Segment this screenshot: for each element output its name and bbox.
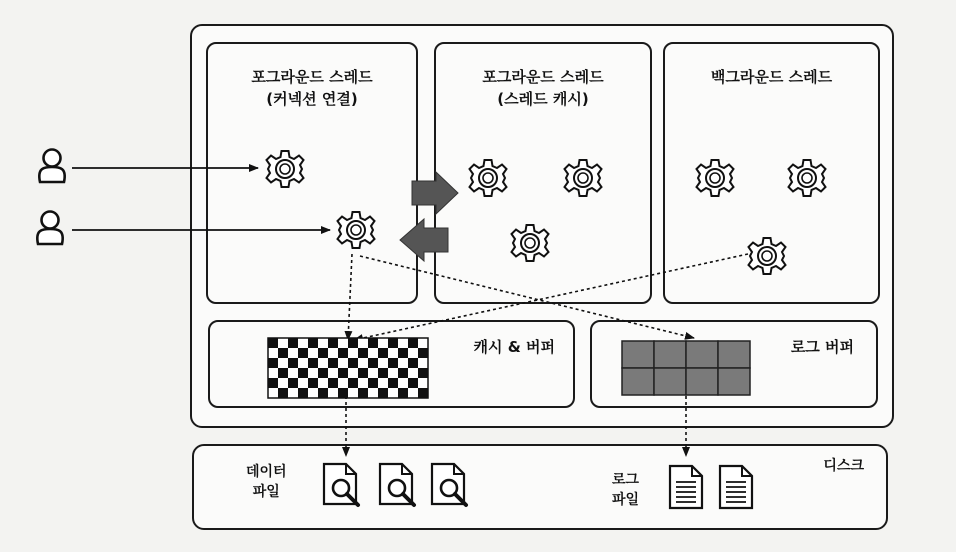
cache-buffer-grid xyxy=(268,338,428,398)
log-files-label: 로그 파일 xyxy=(612,472,640,508)
cache-buffer-cell xyxy=(368,378,378,388)
cache-buffer-cell xyxy=(338,378,348,388)
cache-buffer-cell xyxy=(398,388,408,398)
cache-buffer-cell xyxy=(408,368,418,378)
cache-buffer-cell xyxy=(418,388,428,398)
cache-buffer-cell xyxy=(358,368,368,378)
cache-buffer-cell xyxy=(278,368,288,378)
cache-buffer-cell xyxy=(348,378,358,388)
cache-buffer-cell xyxy=(358,348,368,358)
log-buffer-grid xyxy=(622,341,750,395)
cache-buffer-cell xyxy=(268,368,278,378)
cache-buffer-cell xyxy=(378,388,388,398)
cache-buffer-cell xyxy=(298,378,308,388)
cache-buffer-cell xyxy=(378,368,388,378)
cache-buffer-cell xyxy=(298,358,308,368)
cache-buffer-cell xyxy=(378,338,388,348)
cache-buffer-cell xyxy=(348,358,358,368)
cache-buffer-cell xyxy=(398,348,408,358)
gear-to-log-buffer-arrow xyxy=(360,256,694,338)
cache-buffer-cell xyxy=(308,368,318,378)
cache-buffer-cell xyxy=(338,338,348,348)
user-icon xyxy=(37,150,64,245)
cache-buffer-cell xyxy=(268,338,278,348)
foreground-cache-thread-title: 포그라운드 스레드 (스레드 캐시) xyxy=(482,68,604,108)
cache-buffer-cell xyxy=(268,378,278,388)
cache-buffer-cell xyxy=(278,378,288,388)
cache-buffer-cell xyxy=(328,388,338,398)
log-buffer-cell xyxy=(718,341,750,368)
cache-buffer-cell xyxy=(288,368,298,378)
log-buffer-cell xyxy=(686,368,718,395)
cache-buffer-cell xyxy=(288,348,298,358)
background-thread-title: 백그라운드 스레드 xyxy=(710,68,833,86)
cache-buffer-cell xyxy=(388,358,398,368)
cache-buffer-cell xyxy=(278,338,288,348)
cache-buffer-cell xyxy=(308,358,318,368)
cache-buffer-cell xyxy=(318,358,328,368)
log-buffer-label: 로그 버퍼 xyxy=(790,338,854,356)
disk-label: 디스크 xyxy=(823,458,864,474)
cache-buffer-cell xyxy=(288,338,298,348)
cache-buffer-cell xyxy=(338,368,348,378)
log-buffer-cell xyxy=(686,341,718,368)
cache-buffer-cell xyxy=(338,388,348,398)
cache-buffer-cell xyxy=(348,348,358,358)
log-buffer-cell xyxy=(622,368,654,395)
log-buffer-cell xyxy=(654,368,686,395)
cache-buffer-cell xyxy=(418,378,428,388)
cache-buffer-label: 캐시 & 버퍼 xyxy=(473,338,555,356)
cache-buffer-cell xyxy=(288,358,298,368)
cache-buffer-cell xyxy=(388,338,398,348)
cache-buffer-cell xyxy=(288,378,298,388)
cache-buffer-cell xyxy=(408,388,418,398)
background-gear-to-cache-buffer-arrow xyxy=(354,254,748,340)
cache-buffer-cell xyxy=(338,358,348,368)
cache-buffer-cell xyxy=(338,348,348,358)
foreground-connection-thread-title: 포그라운드 스레드 (커넥션 연결) xyxy=(251,68,373,108)
log-buffer-cell xyxy=(622,341,654,368)
cache-buffer-cell xyxy=(298,388,308,398)
cache-buffer-cell xyxy=(368,358,378,368)
arrow-left-icon xyxy=(400,219,448,261)
cache-buffer-cell xyxy=(318,348,328,358)
cache-buffer-cell xyxy=(348,368,358,378)
cache-buffer-cell xyxy=(388,368,398,378)
cache-buffer-cell xyxy=(328,378,338,388)
cache-buffer-cell xyxy=(358,388,368,398)
cache-buffer-cell xyxy=(368,348,378,358)
log-buffer-cell xyxy=(654,341,686,368)
cache-buffer-cell xyxy=(318,368,328,378)
cache-buffer-cell xyxy=(328,368,338,378)
cache-buffer-cell xyxy=(408,378,418,388)
cache-buffer-cell xyxy=(388,348,398,358)
data-file-icon xyxy=(324,464,466,505)
cache-buffer-cell xyxy=(398,378,408,388)
cache-buffer-cell xyxy=(368,368,378,378)
cache-buffer-cell xyxy=(418,368,428,378)
cache-buffer-cell xyxy=(308,348,318,358)
cache-buffer-cell xyxy=(408,348,418,358)
cache-buffer-cell xyxy=(298,368,308,378)
cache-buffer-cell xyxy=(388,378,398,388)
cache-buffer-cell xyxy=(298,338,308,348)
cache-buffer-cell xyxy=(408,358,418,368)
cache-buffer-cell xyxy=(348,338,358,348)
cache-buffer-cell xyxy=(288,388,298,398)
cache-buffer-cell xyxy=(418,338,428,348)
cache-buffer-cell xyxy=(358,358,368,368)
cache-buffer-cell xyxy=(408,338,418,348)
arrow-right-icon xyxy=(412,172,458,214)
cache-buffer-cell xyxy=(418,348,428,358)
cache-buffer-cell xyxy=(328,358,338,368)
cache-buffer-cell xyxy=(328,348,338,358)
cache-buffer-cell xyxy=(398,338,408,348)
log-file-icon xyxy=(670,466,752,508)
cache-buffer-cell xyxy=(278,358,288,368)
cache-buffer-cell xyxy=(388,388,398,398)
cache-buffer-cell xyxy=(278,388,288,398)
cache-buffer-cell xyxy=(358,378,368,388)
cache-buffer-cell xyxy=(378,348,388,358)
cache-buffer-cell xyxy=(378,378,388,388)
gear-to-cache-buffer-arrow xyxy=(348,254,352,340)
cache-buffer-cell xyxy=(398,368,408,378)
cache-buffer-cell xyxy=(418,358,428,368)
cache-buffer-cell xyxy=(318,388,328,398)
cache-buffer-cell xyxy=(268,388,278,398)
cache-buffer-cell xyxy=(398,358,408,368)
cache-buffer-cell xyxy=(268,348,278,358)
cache-buffer-cell xyxy=(348,388,358,398)
cache-buffer-cell xyxy=(318,338,328,348)
cache-buffer-cell xyxy=(298,348,308,358)
cache-buffer-cell xyxy=(328,338,338,348)
cache-buffer-cell xyxy=(278,348,288,358)
cache-buffer-cell xyxy=(318,378,328,388)
data-files-label: 데이터 파일 xyxy=(246,464,287,500)
cache-buffer-cell xyxy=(308,378,318,388)
log-buffer-cell xyxy=(718,368,750,395)
cache-buffer-cell xyxy=(268,358,278,368)
cache-buffer-cell xyxy=(368,388,378,398)
cache-buffer-cell xyxy=(308,338,318,348)
cache-buffer-cell xyxy=(368,338,378,348)
cache-buffer-cell xyxy=(358,338,368,348)
cache-buffer-cell xyxy=(308,388,318,398)
cache-buffer-cell xyxy=(378,358,388,368)
